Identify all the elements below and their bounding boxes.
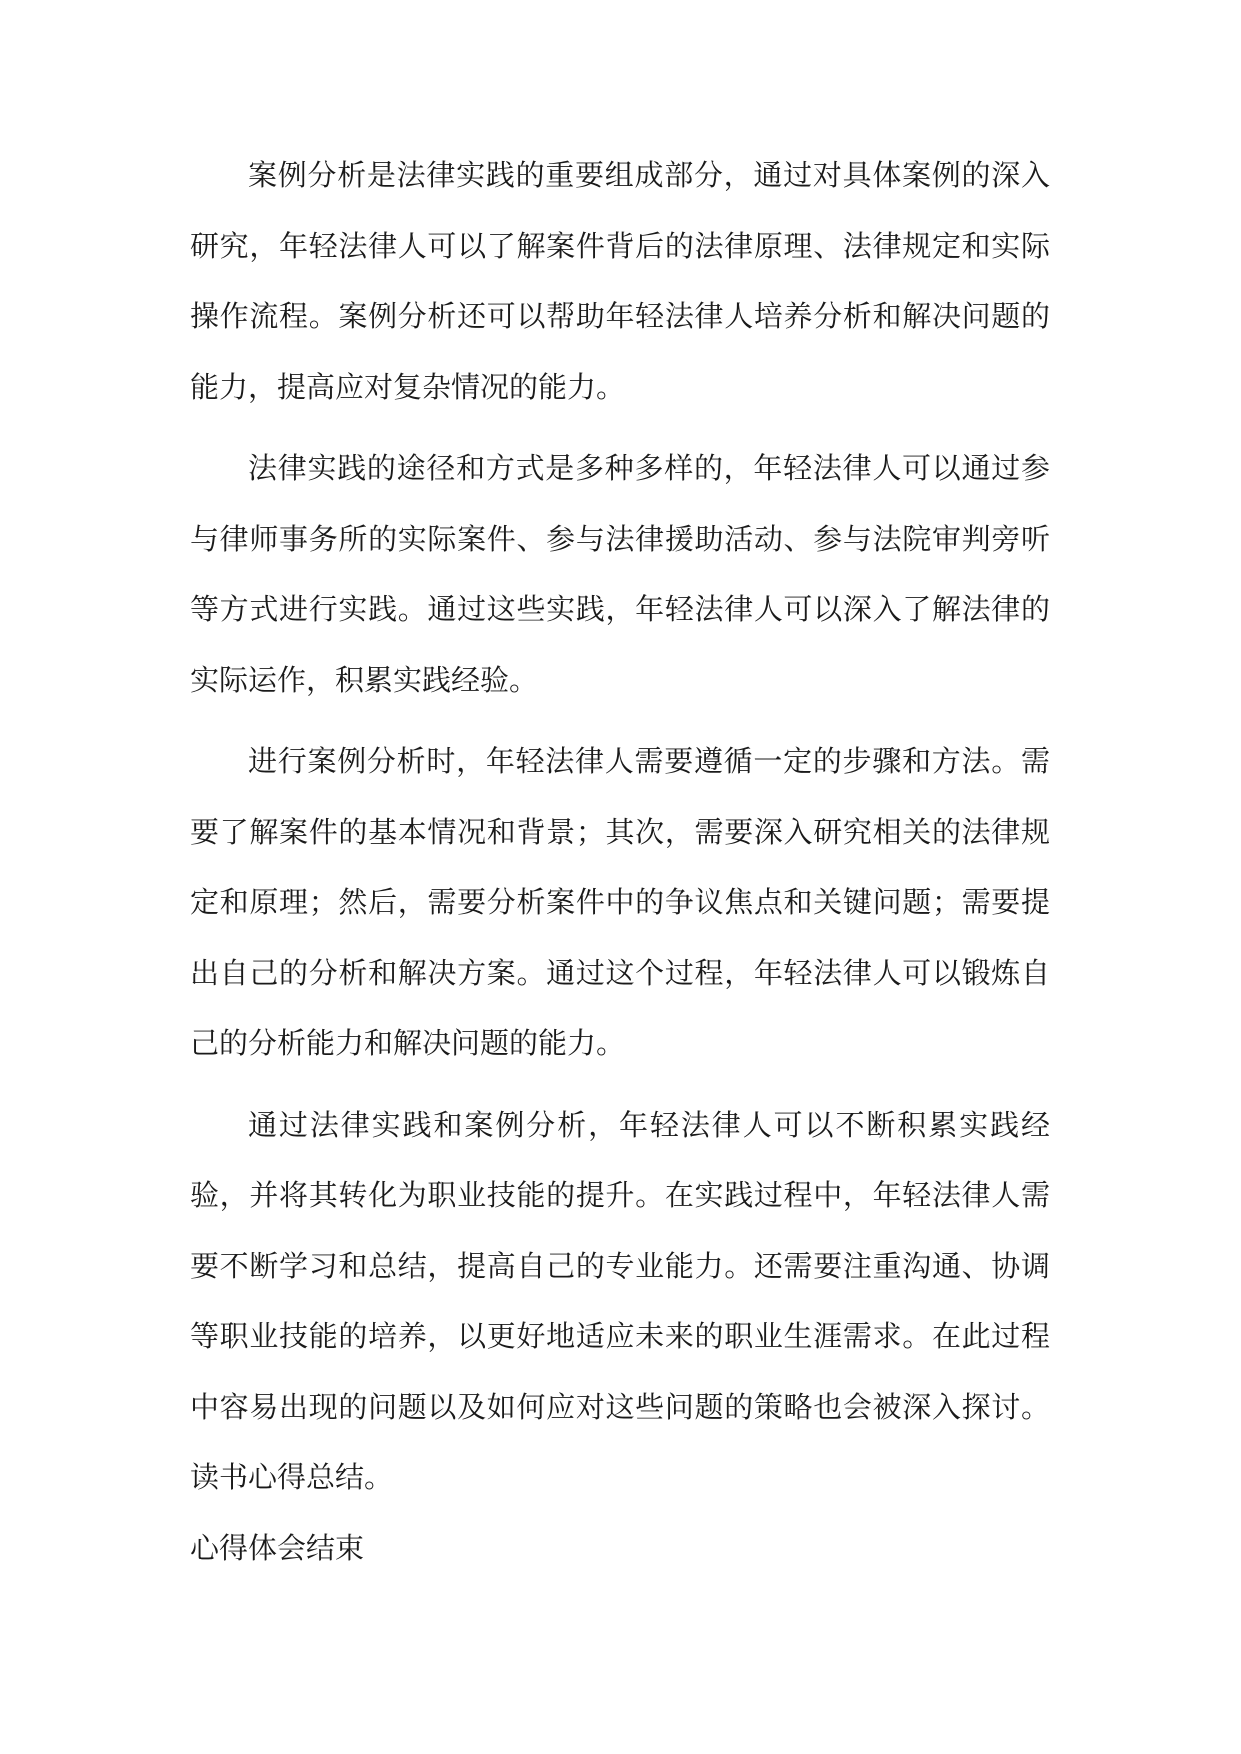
- paragraph-analysis-steps: 进行案例分析时，年轻法律人需要遵循一定的步骤和方法。需要了解案件的基本情况和背景；其次，需要深入研究相关的法律规定和原理；然后，需要分析案件中的争议焦点和关键问题；需要提出自己的分析和解决方案。通过这个过程，年轻法律人可以锻炼自己的分析能力和解决问题的能力。: [190, 744, 1050, 1060]
- document-body: [190, 140, 1050, 1583]
- paragraph-skill-improvement: 通过法律实践和案例分析，年轻法律人可以不断积累实践经验，并将其转化为职业技能的提升。在实践过程中，年轻法律人需要不断学习和总结，提高自己的专业能力。还需要注重沟通、协调等职业技能的培养，以更好地适应未来的职业生涯需求。在此过程中容易出现的问题以及如何应对这些问题的策略也会被深入探讨。读书心得总结。: [190, 1107, 1050, 1494]
- closing-line: 心得体会结束: [190, 1530, 365, 1565]
- paragraph-case-analysis: 案例分析是法律实践的重要组成部分，通过对具体案例的深入研究，年轻法律人可以了解案件背后的法律原理、法律规定和实际操作流程。案例分析还可以帮助年轻法律人培养分析和解决问题的能力，提高应对复杂情况的能力。: [190, 158, 1050, 404]
- paragraph-practice-methods: 法律实践的途径和方式是多种多样的，年轻法律人可以通过参与律师事务所的实际案件、参与法律援助活动、参与法院审判旁听等方式进行实践。通过这些实践，年轻法律人可以深入了解法律的实际运作，积累实践经验。: [190, 451, 1050, 697]
